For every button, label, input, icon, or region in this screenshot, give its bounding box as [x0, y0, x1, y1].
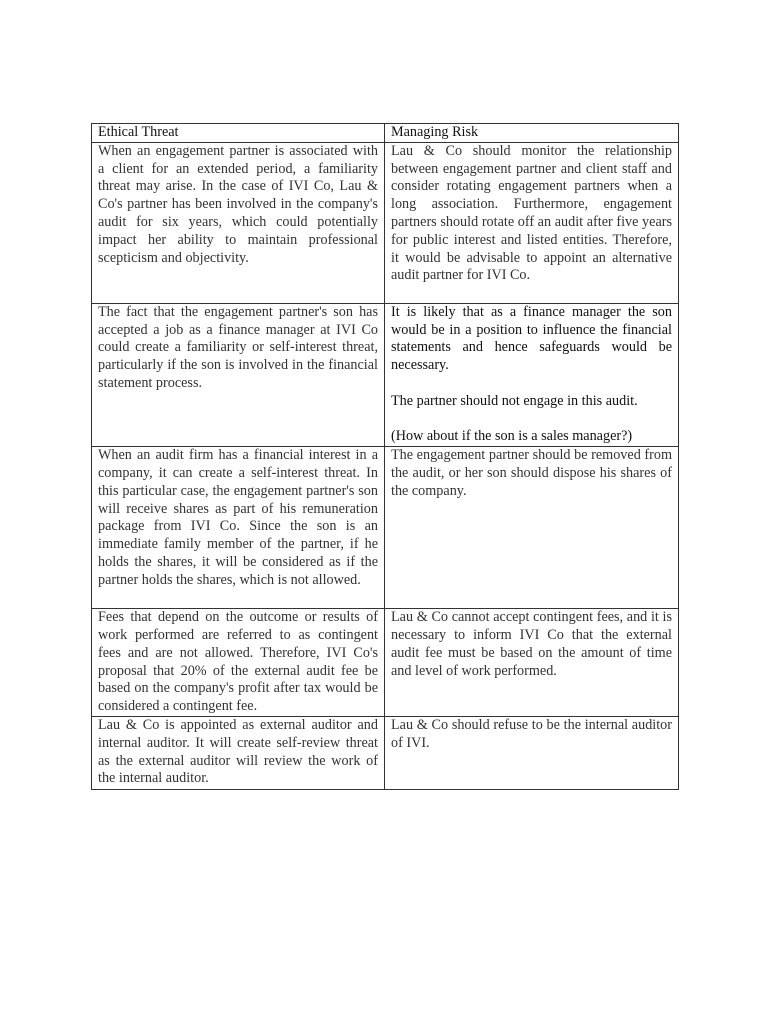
table-row — [92, 716, 679, 789]
ethics-table — [91, 123, 679, 790]
table-row — [92, 142, 679, 303]
risk-cell: Lau & Co should refuse to be the internal auditor of IVI. — [385, 716, 679, 789]
threat-cell: Fees that depend on the outcome or results of work performed are referred to as contingent fees and are not allowed. Therefore, IVI Co's proposal that 20% of the external audit fee be based on the company's profit after tax would be considered a contingent fee. — [92, 609, 385, 717]
table-row — [92, 609, 679, 717]
table-row — [92, 303, 679, 446]
threat-cell: The fact that the engagement partner's son has accepted a job as a finance manager at IVI Co could create a familiarity or self-interest threat, particularly if the son is involved in the financial statement process. — [92, 303, 385, 446]
risk-cell — [385, 303, 679, 446]
risk-paragraph: It is likely that as a finance manager the son would be in a position to influence the financial statements and hence safeguards would be necessary. — [391, 303, 672, 374]
risk-cell: The engagement partner should be removed from the audit, or her son should dispose his shares of the company. — [385, 447, 679, 609]
risk-cell: Lau & Co cannot accept contingent fees, and it is necessary to inform IVI Co that the external audit fee must be based on the amount of time and level of work performed. — [385, 609, 679, 717]
table-header-row — [92, 124, 679, 143]
header-managing-risk: Managing Risk — [385, 124, 679, 143]
threat-cell: When an engagement partner is associated with a client for an extended period, a familiarity threat may arise. In the case of IVI Co, Lau & Co's partner has been involved in the company's audit for six years, which could potentially impact her ability to maintain professional scepticism and objectivity. — [92, 142, 385, 303]
table-row — [92, 447, 679, 609]
risk-paragraph: The partner should not engage in this audit. — [391, 392, 638, 409]
threat-cell: Lau & Co is appointed as external auditor and internal auditor. It will create self-review threat as the external auditor will review the work of the internal auditor. — [92, 716, 385, 789]
header-ethical-threat: Ethical Threat — [92, 124, 385, 143]
risk-paragraph: (How about if the son is a sales manager?) — [391, 428, 633, 445]
risk-cell: Lau & Co should monitor the relationship between engagement partner and client staff and consider rotating engagement partners when a long association. Furthermore, engagement partners should rotate off an audit after five years for public interest and listed entities. Therefore, it would be advisable to appoint an alternative audit partner for IVI Co. — [385, 142, 679, 303]
threat-cell: When an audit firm has a financial interest in a company, it can create a self-interest threat. In this particular case, the engagement partner's son will receive shares as part of his remuneration package from IVI Co. Since the son is an immediate family member of the partner, if he holds the shares, it will be considered as if the partner holds the shares, which is not allowed. — [92, 447, 385, 609]
